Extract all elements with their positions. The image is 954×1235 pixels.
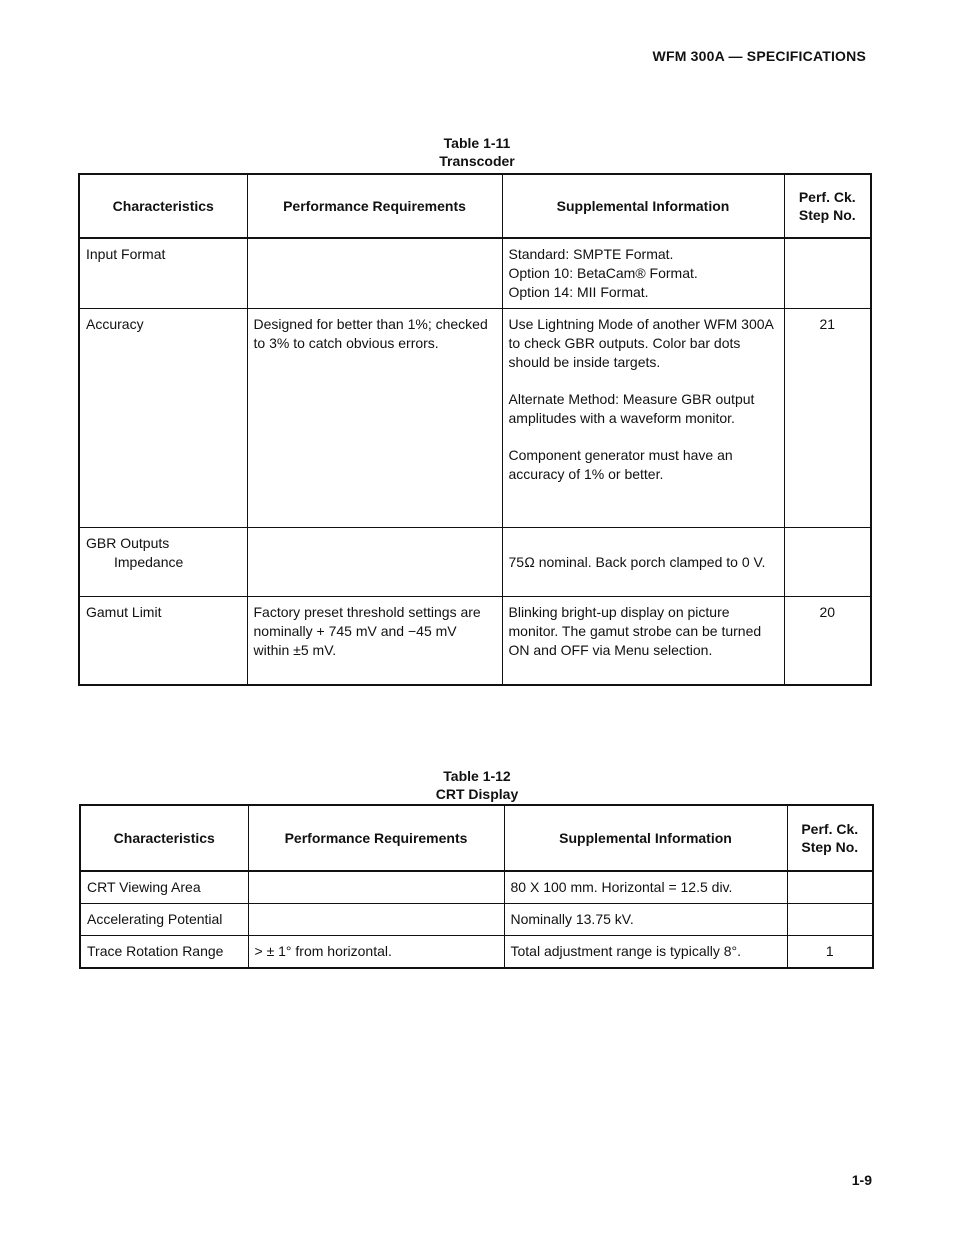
cell-performance: > ± 1° from horizontal.	[248, 936, 504, 969]
cell-step: 20	[784, 597, 871, 685]
table-row	[79, 309, 871, 528]
cell-supplemental: Blinking bright-up display on picture monitor. The gamut strobe can be turned ON and OFF via Menu selection.	[502, 597, 784, 685]
table-11-title: Transcoder	[439, 153, 515, 169]
cell-characteristic: Trace Rotation Range	[80, 936, 248, 969]
table-12-number: Table 1-12	[443, 768, 511, 784]
table-row	[79, 528, 871, 597]
table-row	[80, 871, 873, 904]
cell-supplemental: Nominally 13.75 kV.	[504, 904, 787, 936]
header-characteristics: Characteristics	[80, 805, 248, 871]
cell-characteristic: GBR Outputs Impedance	[79, 528, 247, 597]
header-supplemental: Supplemental Information	[502, 174, 784, 238]
header-perf-ck: Perf. Ck. Step No.	[787, 805, 873, 871]
cell-step: 21	[784, 309, 871, 528]
header-perf-ck: Perf. Ck. Step No.	[784, 174, 871, 238]
cell-step: 1	[787, 936, 873, 969]
cell-supplemental: Use Lightning Mode of another WFM 300A to check GBR outputs. Color bar dots should be inside targets. Alternate Method: Measure GBR output amplitudes with a waveform monitor. Component generator must have an accuracy of 1% or better.	[502, 309, 784, 528]
cell-supplemental: 75Ω nominal. Back porch clamped to 0 V.	[502, 528, 784, 597]
table-row	[80, 936, 873, 969]
cell-step	[787, 904, 873, 936]
table-11-caption	[0, 134, 954, 170]
cell-supplemental: Total adjustment range is typically 8°.	[504, 936, 787, 969]
table-header-row	[79, 174, 871, 238]
cell-step	[784, 528, 871, 597]
cell-characteristic: Accuracy	[79, 309, 247, 528]
table-row	[79, 238, 871, 309]
header-performance: Performance Requirements	[248, 805, 504, 871]
cell-performance: Factory preset threshold settings are nominally + 745 mV and −45 mV within ±5 mV.	[247, 597, 502, 685]
cell-performance	[247, 528, 502, 597]
cell-step	[784, 238, 871, 309]
table-11-number: Table 1-11	[443, 135, 511, 151]
cell-characteristic: Accelerating Potential	[80, 904, 248, 936]
page-number: 1-9	[851, 1172, 872, 1188]
header-performance: Performance Requirements	[247, 174, 502, 238]
header-characteristics: Characteristics	[79, 174, 247, 238]
table-12-caption	[0, 767, 954, 803]
header-supplemental: Supplemental Information	[504, 805, 787, 871]
table-row	[79, 597, 871, 685]
table-12	[79, 804, 874, 969]
page-header: WFM 300A — SPECIFICATIONS	[652, 48, 866, 64]
table-row	[80, 904, 873, 936]
table-11	[78, 173, 872, 686]
cell-supplemental: Standard: SMPTE Format. Option 10: BetaCam® Format. Option 14: MII Format.	[502, 238, 784, 309]
cell-characteristic: CRT Viewing Area	[80, 871, 248, 904]
cell-step	[787, 871, 873, 904]
cell-supplemental: 80 X 100 mm. Horizontal = 12.5 div.	[504, 871, 787, 904]
table-header-row	[80, 805, 873, 871]
cell-characteristic: Gamut Limit	[79, 597, 247, 685]
cell-performance: Designed for better than 1%; checked to 3% to catch obvious errors.	[247, 309, 502, 528]
cell-performance	[248, 904, 504, 936]
table-12-title: CRT Display	[435, 786, 519, 802]
cell-performance	[247, 238, 502, 309]
cell-performance	[248, 871, 504, 904]
cell-characteristic: Input Format	[79, 238, 247, 309]
